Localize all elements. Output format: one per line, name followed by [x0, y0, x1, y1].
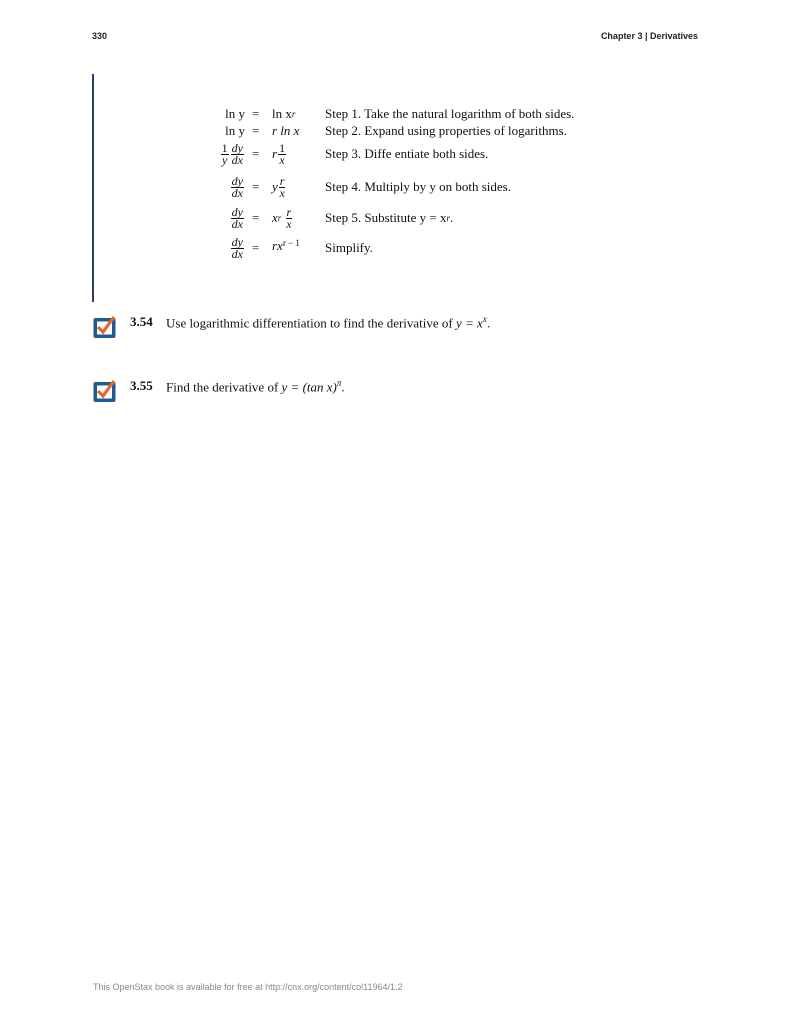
rhs: y $\frac{r}{x}$ — [272, 173, 285, 200]
exercise-text: Use logarithmic differentiation to find the derivative of $y = x^x$. — [166, 314, 491, 331]
checkpoint-icon — [93, 379, 116, 402]
step-text: Step 3. Diffe entiate both sides. — [325, 146, 489, 161]
equals: = — [252, 106, 260, 121]
rhs: r ln x — [272, 123, 300, 138]
equals: = — [252, 179, 260, 194]
equals: = — [252, 240, 260, 255]
derivation-row — [0, 173, 791, 201]
derivation-row — [0, 234, 791, 262]
lhs: ln y — [225, 106, 245, 121]
derivation-row — [0, 140, 791, 168]
exercise-3-54 — [0, 312, 791, 338]
footer-link[interactable]: This OpenStax book is available for free at http://cnx.org/content/col11964/1.2 — [93, 982, 403, 992]
lhs: $\frac{dy}{dx}$ — [231, 234, 243, 261]
equals: = — [252, 146, 260, 161]
derivation-row — [0, 204, 791, 232]
step-text: Step 1. Take the natural logarithm of both sides. — [325, 106, 575, 121]
page-number: 330 — [92, 31, 108, 41]
rhs: rx $^{r - 1}$ — [272, 238, 300, 253]
checkpoint-icon — [93, 315, 116, 338]
step-text: Step 4. Multiply by y on both sides. — [325, 179, 511, 194]
exercise-text: Find the derivative of y = (tan x)$^\pi$. — [166, 378, 345, 395]
step-text: Step 5. Substitute y = x r . — [325, 210, 454, 225]
chapter-title: Chapter 3 | Derivatives — [600, 31, 698, 41]
lhs: ln y — [225, 123, 245, 138]
step-text: Simplify. — [325, 240, 373, 255]
rhs: x r $\frac{r}{x}$ — [272, 204, 292, 231]
equals: = — [252, 123, 260, 138]
rhs: r $\frac{1}{x}$ — [272, 140, 286, 167]
lhs: $\frac{dy}{dx}$ — [231, 204, 243, 231]
exercise-number: 3.54 — [130, 314, 153, 329]
lhs: $\frac{1}{y}$ $\frac{dy}{dx}$ — [221, 140, 243, 167]
exercise-number: 3.55 — [130, 378, 153, 393]
rhs: ln x r — [272, 106, 296, 121]
lhs: $\frac{dy}{dx}$ — [231, 173, 243, 200]
exercise-3-55 — [0, 376, 791, 402]
equals: = — [252, 210, 260, 225]
step-text: Step 2. Expand using properties of logarithms. — [325, 123, 567, 138]
